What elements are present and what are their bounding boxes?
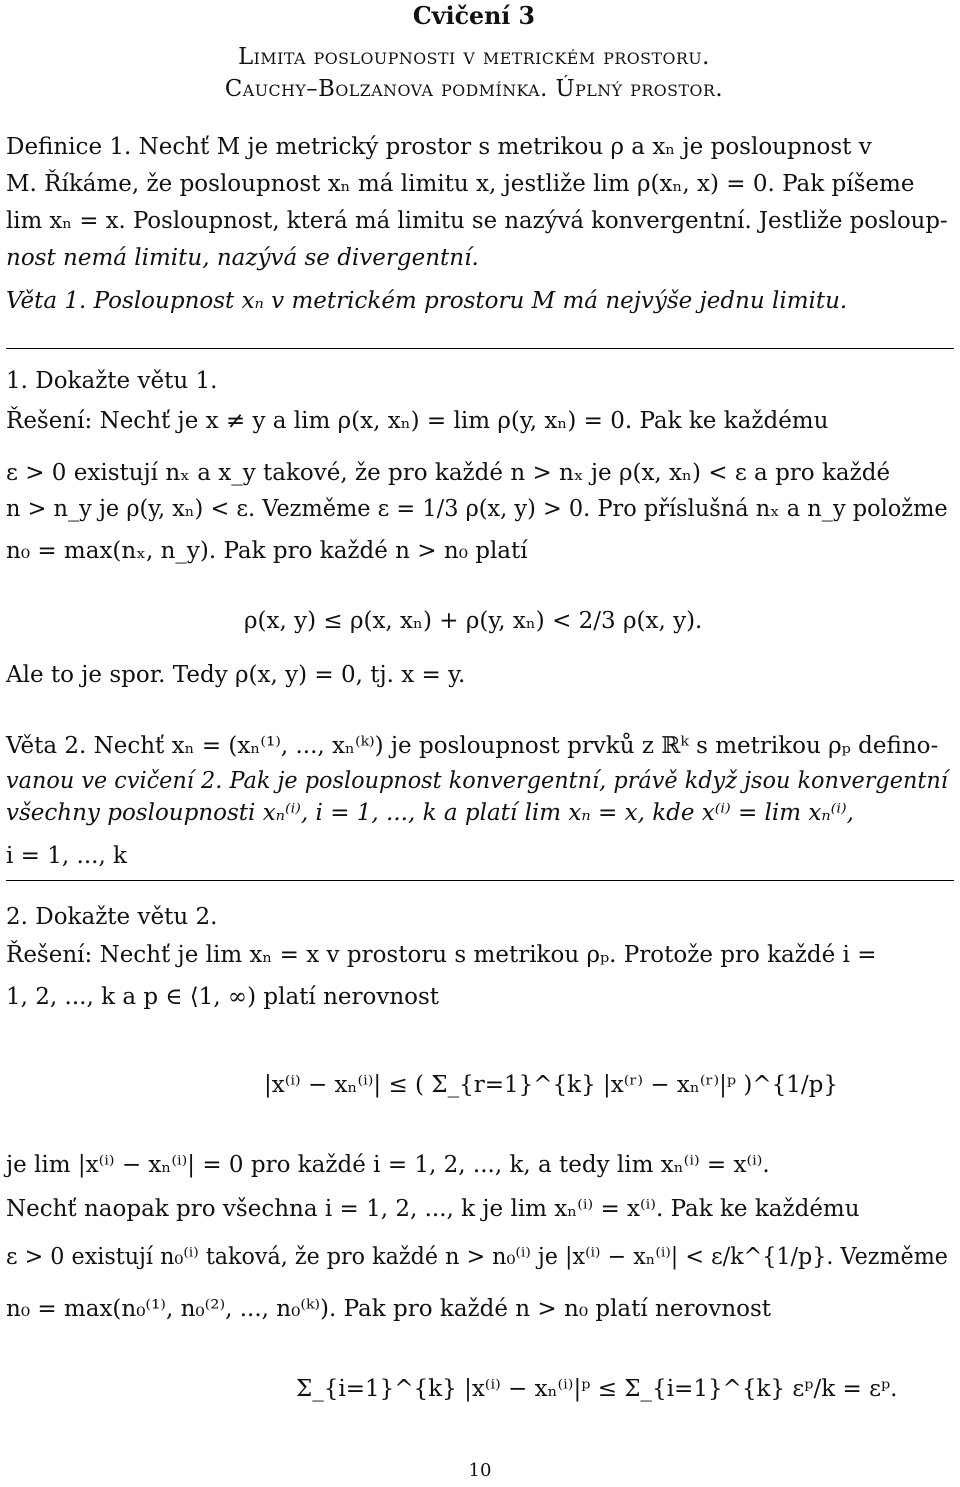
exercise-2-equation-2: Σ_{i=1}^{k} |x⁽ⁱ⁾ − xₙ⁽ⁱ⁾|ᵖ ≤ Σ_{i=1}^{k} εᵖ/k = εᵖ.	[296, 1376, 898, 1402]
definition-1-line-2: M. Říkáme, že posloupnost xₙ má limitu x, jestliže lim ρ(xₙ, x) = 0. Pak píšeme	[6, 171, 915, 197]
exercise-2-line-4: Nechť naopak pro všechna i = 1, 2, ..., k je lim xₙ⁽ⁱ⁾ = x⁽ⁱ⁾. Pak ke každému	[6, 1196, 860, 1222]
exercise-2-line-2: 1, 2, ..., k a p ∈ ⟨1, ∞) platí nerovnost	[6, 984, 440, 1010]
exercise-2-line-5: ε > 0 existují n₀⁽ⁱ⁾ taková, že pro každé n > n₀⁽ⁱ⁾ je |x⁽ⁱ⁾ − xₙ⁽ⁱ⁾| < ε/k^{1/p}. Vezměme	[6, 1244, 948, 1270]
exercise-1-line-5: Ale to je spor. Tedy ρ(x, y) = 0, tj. x = y.	[6, 662, 466, 688]
exercise-1-line-3: n > n_y je ρ(y, xₙ) < ε. Vezměme ε = 1/3 ρ(x, y) > 0. Pro příslušná nₓ a n_y položme	[6, 496, 948, 522]
exercise-2-line-3: je lim |x⁽ⁱ⁾ − xₙ⁽ⁱ⁾| = 0 pro každé i = 1, 2, ..., k, a tedy lim xₙ⁽ⁱ⁾ = x⁽ⁱ⁾.	[6, 1152, 770, 1178]
exercise-2-equation-1: |x⁽ⁱ⁾ − xₙ⁽ⁱ⁾| ≤ ( Σ_{r=1}^{k} |x⁽ʳ⁾ − xₙ⁽ʳ⁾|ᵖ )^{1/p}	[264, 1072, 839, 1098]
definition-1-line-3: lim xₙ = x. Posloupnost, která má limitu se nazývá konvergentní. Jestliže posloup-	[6, 208, 948, 234]
exercise-2-heading: 2. Dokažte větu 2.	[6, 904, 218, 930]
theorem-2-line-1: Věta 2. Nechť xₙ = (xₙ⁽¹⁾, ..., xₙ⁽ᵏ⁾) je posloupnost prvků z ℝᵏ s metrikou ρₚ defino-	[6, 733, 939, 759]
page-number: 10	[468, 1460, 492, 1481]
definition-1-line-4: nost nemá limitu, nazývá se divergentní.	[6, 245, 479, 271]
section-divider	[6, 880, 954, 881]
exercise-2-line-1: Řešení: Nechť je lim xₙ = x v prostoru s metrikou ρₚ. Protože pro každé i =	[6, 942, 877, 968]
section-divider	[6, 348, 954, 349]
page-subtitle-1: Limita posloupnosti v metrickém prostoru.	[238, 44, 710, 70]
theorem-2-line-3: všechny posloupnosti xₙ⁽ⁱ⁾, i = 1, ..., k a platí lim xₙ = x, kde x⁽ⁱ⁾ = lim xₙ⁽ⁱ⁾,	[6, 800, 854, 826]
definition-1-line-1: Definice 1. Nechť M je metrický prostor s metrikou ρ a xₙ je posloupnost v	[6, 134, 872, 160]
page-title: Cvičení 3	[412, 1, 536, 30]
theorem-2-line-4: i = 1, ..., k	[6, 843, 127, 869]
exercise-1-line-1: Řešení: Nechť je x ≠ y a lim ρ(x, xₙ) = lim ρ(y, xₙ) = 0. Pak ke každému	[6, 408, 829, 434]
exercise-1-line-4: n₀ = max(nₓ, n_y). Pak pro každé n > n₀ platí	[6, 538, 528, 564]
theorem-1: Věta 1. Posloupnost xₙ v metrickém prostoru M má nejvýše jednu limitu.	[6, 288, 848, 314]
theorem-2-line-2: vanou ve cvičení 2. Pak je posloupnost konvergentní, právě když jsou konvergentní	[6, 768, 948, 794]
exercise-2-line-6: n₀ = max(n₀⁽¹⁾, n₀⁽²⁾, ..., n₀⁽ᵏ⁾). Pak pro každé n > n₀ platí nerovnost	[6, 1296, 772, 1322]
exercise-1-equation: ρ(x, y) ≤ ρ(x, xₙ) + ρ(y, xₙ) < 2/3 ρ(x, y).	[244, 608, 703, 634]
exercise-1-heading: 1. Dokažte větu 1.	[6, 368, 218, 394]
exercise-1-line-2: ε > 0 existují nₓ a x_y takové, že pro každé n > nₓ je ρ(x, xₙ) < ε a pro každé	[6, 460, 891, 486]
page-subtitle-2: Cauchy–Bolzanova podmínka. Úplný prostor.	[224, 76, 724, 102]
